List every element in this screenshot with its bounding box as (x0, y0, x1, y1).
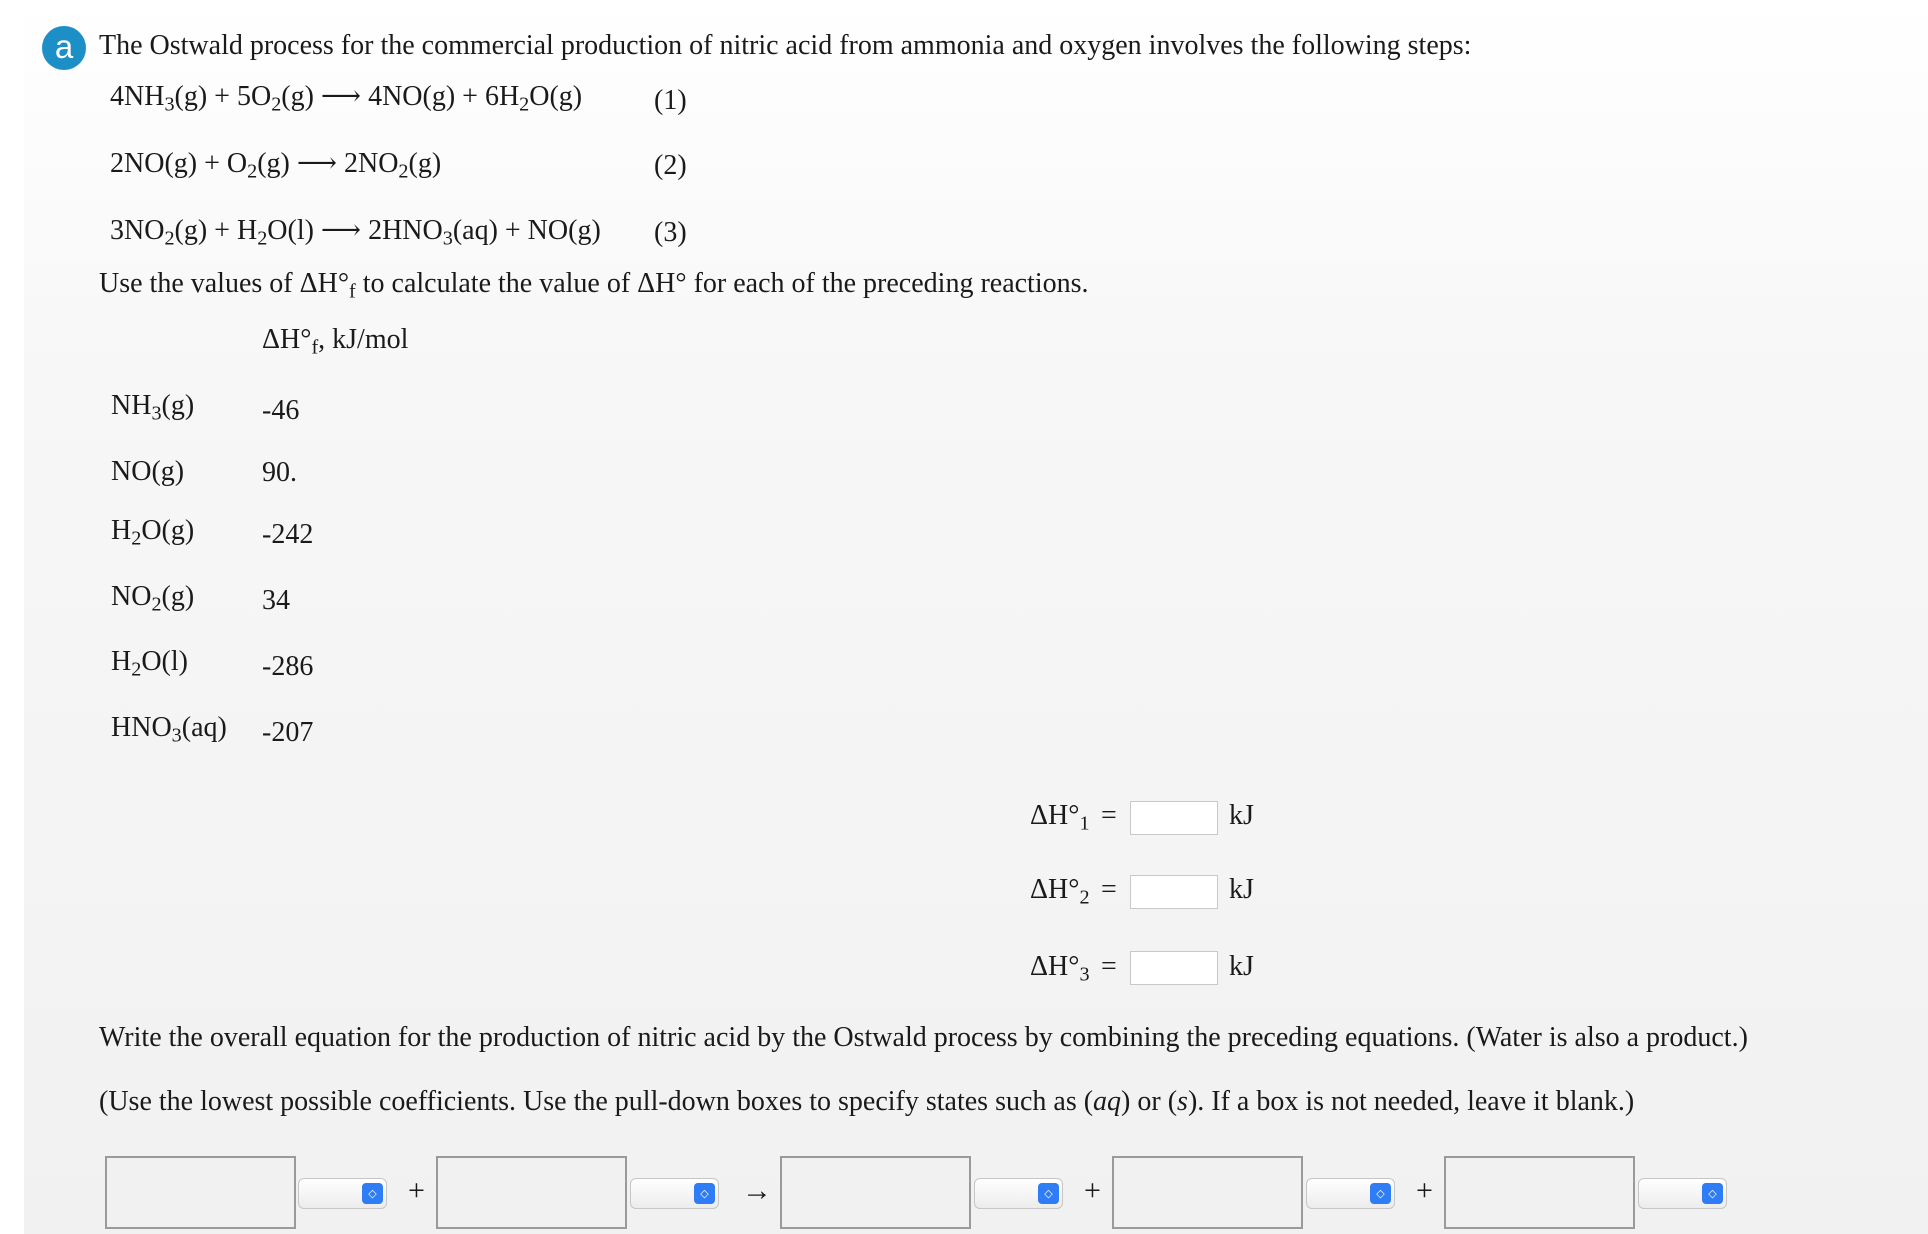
delta-h2-equals: = (1101, 874, 1117, 905)
delta-h1-label: $\Delta H^\circ_1$ (1030, 800, 1090, 835)
species-box-4[interactable] (1112, 1156, 1303, 1229)
value-no: 90. (262, 457, 297, 488)
species-box-1[interactable] (105, 1156, 296, 1229)
species-box-5[interactable] (1444, 1156, 1635, 1229)
plus-sign-2: + (1084, 1174, 1101, 1207)
updown-chevron-icon: ◇ (1702, 1183, 1723, 1204)
intro-text: The Ostwald process for the commercial production of nitric acid from ammonia and oxygen involves the following steps: (99, 30, 1472, 61)
species-h2o-g: $H_2O(g)$ (111, 515, 195, 550)
delta-h1-equals: = (1101, 800, 1117, 831)
delta-h2-label: $\Delta H^\circ_2$ (1030, 874, 1090, 909)
species-nh3: $NH_3(g)$ (111, 390, 195, 425)
updown-chevron-icon: ◇ (1370, 1183, 1391, 1204)
delta-h2-unit: kJ (1229, 874, 1254, 905)
delta-h3-equals: = (1101, 951, 1117, 982)
instruction-overall: Write the overall equation for the production of nitric acid by the Ostwald process by combining the preceding equations. (Water is also a product.) (99, 1022, 1748, 1053)
part-badge: a (42, 26, 86, 70)
value-h2o-l: -286 (262, 651, 314, 682)
state-select-5[interactable] (1638, 1178, 1727, 1209)
delta-h3-label: $\Delta H^\circ_3$ (1030, 951, 1090, 986)
state-select-2[interactable] (630, 1178, 719, 1209)
species-h2o-l: $H_2O(l)$ (111, 646, 188, 681)
value-nh3: -46 (262, 395, 300, 426)
value-h2o-g: -242 (262, 519, 314, 550)
species-box-3[interactable] (780, 1156, 971, 1229)
state-select-4[interactable] (1306, 1178, 1395, 1209)
state-select-3[interactable] (974, 1178, 1063, 1209)
updown-chevron-icon: ◇ (1038, 1183, 1059, 1204)
delta-h1-input[interactable] (1130, 801, 1218, 835)
delta-h1-unit: kJ (1229, 800, 1254, 831)
species-no2: $NO_2(g)$ (111, 581, 195, 616)
species-hno3: $HNO_3(aq)$ (111, 712, 227, 747)
value-no2: 34 (262, 585, 290, 616)
updown-chevron-icon: ◇ (694, 1183, 715, 1204)
reaction-1-number: (1) (654, 85, 687, 116)
instruction-delta-hf: Use the values of $\Delta H^\circ_f$ to calculate the value of ΔH° for each of the preceding reactions. (99, 268, 1089, 303)
instruction-coefficients: (Use the lowest possible coefficients. Use the pull-down boxes to specify states such as (aq) or (s). If a box is not needed, leave it blank.) (99, 1086, 1635, 1117)
reaction-1: $4NH_3(g) + 5O_2(g)$ ⟶ $4NO(g) + 6H_2O(g)$ (110, 81, 583, 116)
species-no: NO(g) (111, 456, 185, 487)
plus-sign-3: + (1416, 1174, 1433, 1207)
state-select-1[interactable] (298, 1178, 387, 1209)
reaction-2: $2NO(g) + O_2(g)$ ⟶ $2NO_2(g)$ (110, 148, 442, 183)
reaction-arrow: → (742, 1174, 772, 1207)
species-box-2[interactable] (436, 1156, 627, 1229)
value-hno3: -207 (262, 717, 314, 748)
delta-h2-input[interactable] (1130, 875, 1218, 909)
delta-h3-unit: kJ (1229, 951, 1254, 982)
reaction-3-number: (3) (654, 217, 687, 248)
updown-chevron-icon: ◇ (362, 1183, 383, 1204)
reaction-3: $3NO_2(g) + H_2O(l)$ ⟶ $2HNO_3(aq) + NO(g)$ (110, 215, 601, 250)
table-header: $\Delta H^\circ_f$, kJ/mol (262, 324, 409, 359)
reaction-2-number: (2) (654, 150, 687, 181)
plus-sign-1: + (408, 1174, 425, 1207)
delta-h3-input[interactable] (1130, 951, 1218, 985)
